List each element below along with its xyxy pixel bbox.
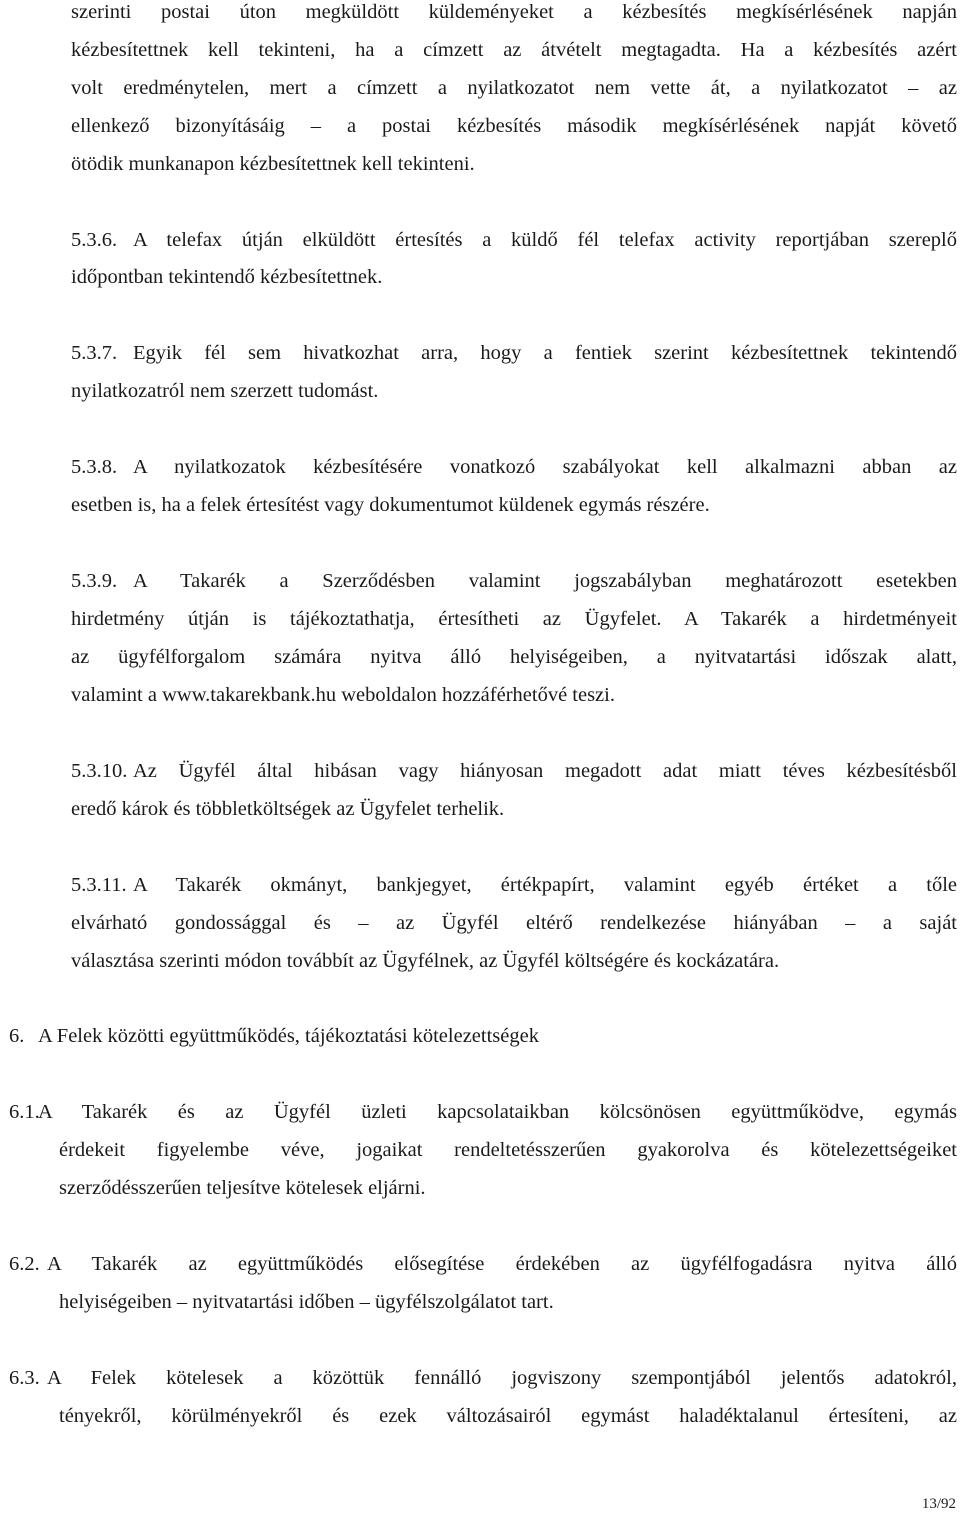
subsection-number: 6.1. [9,1101,40,1123]
section-number: 5.3.8. [71,456,118,478]
intro-line: ötödik munkanapon kézbesítettnek kell tekinteni. [71,153,475,175]
section-text: A telefax útján elküldött értesítés a küldő fél telefax activity reportjában szereplő [133,229,957,251]
section-text: eredő károk és többletköltségek az Ügyfelet terhelik. [71,798,505,820]
section-text: hirdetmény útján is tájékoztathatja, értesítheti az Ügyfelet. A Takarék a hirdetményeit [71,608,957,630]
subsection-number: 6.3. [9,1367,40,1389]
section-number: 5.3.9. [71,570,118,592]
subsection-text: A Felek kötelesek a közöttük fennálló jogviszony szempontjából jelentős adatokról, [47,1367,957,1389]
intro-line: volt eredménytelen, mert a címzett a nyilatkozatot nem vette át, a nyilatkozatot – az [71,77,957,99]
chapter-number: 6. [9,1025,25,1047]
subsection-text: helyiségeiben – nyitvatartási időben – ügyfélszolgálatot tart. [59,1291,554,1313]
intro-line: kézbesítettnek kell tekinteni, ha a címzett az átvételt megtagadta. Ha a kézbesítés azért [71,39,957,61]
subsection-number: 6.2. [9,1253,40,1275]
section-number: 5.3.10. [71,760,128,782]
subsection-text: A Takarék és az Ügyfél üzleti kapcsolataikban kölcsönösen együttműködve, egymás [38,1101,957,1123]
section-number: 5.3.7. [71,342,118,364]
section-text: A Takarék a Szerződésben valamint jogszabályban meghatározott esetekben [133,570,957,592]
section-text: elvárható gondossággal és – az Ügyfél eltérő rendelkezése hiányában – a saját [71,912,957,934]
section-text: időpontban tekintendő kézbesítettnek. [71,266,383,288]
page-number: 13/92 [921,1496,956,1512]
section-text: Egyik fél sem hivatkozhat arra, hogy a fentiek szerint kézbesítettnek tekintendő [133,342,957,364]
subsection-text: tényekről, körülményekről és ezek változásairól egymást haladéktalanul értesíteni, az [59,1405,957,1427]
section-number: 5.3.6. [71,229,118,251]
chapter-title: A Felek közötti együttműködés, tájékoztatási kötelezettségek [38,1025,539,1047]
section-text: Az Ügyfél által hibásan vagy hiányosan megadott adat miatt téves kézbesítésből [133,760,957,782]
subsection-text: A Takarék az együttműködés elősegítése érdekében az ügyfélfogadásra nyitva álló [47,1253,957,1275]
subsection-text: érdekeit figyelembe véve, jogaikat rendeltetésszerűen gyakorolva és kötelezettségeiket [59,1139,957,1161]
section-text: választása szerinti módon továbbít az Ügyfélnek, az Ügyfél költségére és kockázatára. [71,950,780,972]
subsection-text: szerződésszerűen teljesítve kötelesek eljárni. [59,1177,426,1199]
intro-line: szerinti postai úton megküldött küldeményeket a kézbesítés megkísérlésének napján [71,1,957,23]
section-number: 5.3.11. [71,874,127,896]
intro-line: ellenkező bizonyításáig – a postai kézbesítés második megkísérlésének napját követő [71,115,957,137]
section-text: az ügyfélforgalom számára nyitva álló helyiségeiben, a nyitvatartási időszak alatt, [71,646,957,668]
section-text: A nyilatkozatok kézbesítésére vonatkozó szabályokat kell alkalmazni abban az [133,456,957,478]
section-text: esetben is, ha a felek értesítést vagy dokumentumot küldenek egymás részére. [71,494,710,516]
section-text: nyilatkozatról nem szerzett tudomást. [71,380,379,402]
section-text: valamint a www.takarekbank.hu weboldalon hozzáférhetővé teszi. [71,684,615,706]
section-text: A Takarék okmányt, bankjegyet, értékpapírt, valamint egyéb értéket a tőle [133,874,957,896]
